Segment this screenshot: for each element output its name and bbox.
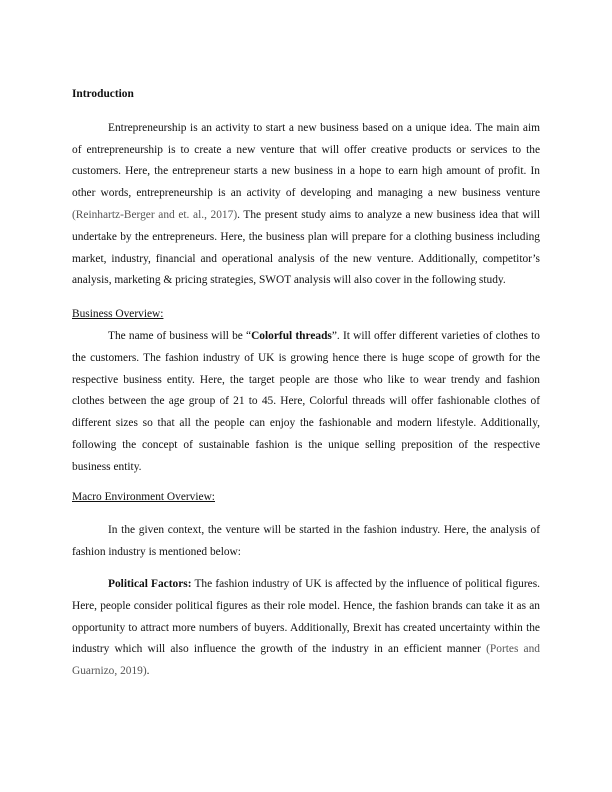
document-body: [72, 84, 540, 683]
spacer: [72, 292, 540, 304]
business-overview-paragraph: [72, 326, 540, 479]
introduction-text-continued: . The present study aims to analyze a new business idea that will undertake by the entrepreneurs. Here, the business plan will prepare for a clothing business including market, industry, financial and operational analysis of the new venture. Additionally, competitor’s analysis, marketing & pricing strategies, SWOT analysis will also cover in the following study.: [72, 208, 540, 287]
political-factors-paragraph: [72, 574, 540, 683]
political-factors-citation: (Portes and Guarnizo, 2019): [72, 643, 540, 678]
spacer: [72, 564, 540, 574]
political-factors-label: Political Factors:: [108, 577, 192, 590]
introduction-heading: Introduction: [72, 88, 134, 100]
spacer: [72, 479, 540, 487]
political-factors-text: The fashion industry of UK is affected by the influence of political figures. Here, people consider political figures as their role model. Hence, the fashion brands can take it as an opportunity to attract more numbers of buyers. Additionally, Brexit has created uncertainty within the industry which will also influence the growth of the industry in an efficient manner: [72, 577, 540, 656]
macro-environment-intro: In the given context, the venture will be started in the fashion industry. Here, the analysis of fashion industry is mentioned below:: [72, 524, 540, 559]
introduction-citation: (Reinhartz-Berger and et. al., 2017): [72, 208, 238, 221]
introduction-paragraph: [72, 118, 540, 292]
political-factors-end: .: [146, 665, 150, 678]
business-overview-heading: Business Overview:: [72, 308, 164, 321]
business-name: Colorful threads: [251, 329, 332, 342]
business-overview-text: The name of business will be “: [108, 329, 252, 342]
macro-environment-heading: Macro Environment Overview:: [72, 490, 215, 503]
business-overview-text-continued: ”. It will offer different varieties of clothes to the customers. The fashion industry of UK is growing hence there is huge scope of growth for the respective business entity. Here, the target people are those who like to wear trendy and fashion clothes between the age group of 21 to 45. Here, Colorful threads will offer fashionable clothes of different sizes so that all the people can enjoy the fashionable and modern lifestyle. Additionally, following the concept of sustainable fashion is the unique selling preposition of the respective business entity.: [72, 329, 540, 473]
introduction-text: Entrepreneurship is an activity to start a new business based on a unique idea. The main aim of entrepreneurship is to create a new venture that will offer creative products or services to the customers. Here, the entrepreneur starts a new business in a hope to earn high amount of profit. In other words, entrepreneurship is an activity of developing and managing a new business venture: [72, 121, 540, 200]
spacer: [72, 508, 540, 520]
